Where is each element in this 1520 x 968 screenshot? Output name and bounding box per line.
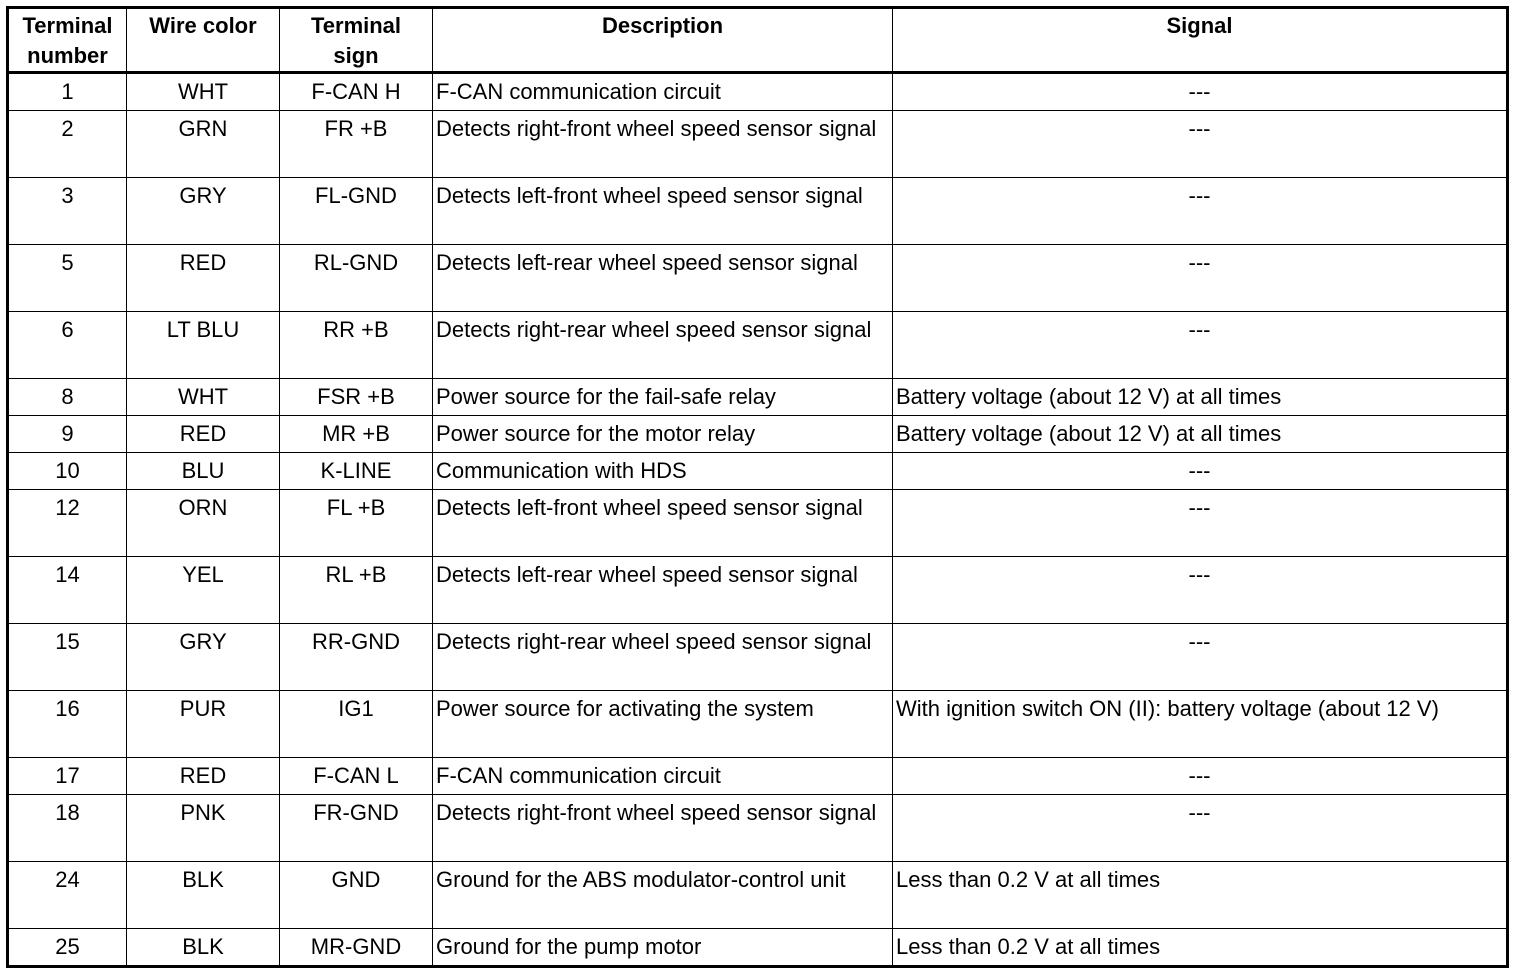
header-terminal-sign: Terminal sign (280, 8, 433, 73)
cell-wire-color: GRY (127, 178, 280, 245)
cell-signal: --- (893, 557, 1508, 624)
cell-signal: --- (893, 624, 1508, 691)
cell-description: F-CAN communication circuit (433, 73, 893, 111)
cell-terminal-sign: RR-GND (280, 624, 433, 691)
cell-description: Power source for the fail-safe relay (433, 379, 893, 416)
header-row (8, 8, 1508, 73)
cell-wire-color: RED (127, 416, 280, 453)
cell-terminal-number: 16 (8, 691, 127, 758)
cell-terminal-number: 3 (8, 178, 127, 245)
cell-terminal-sign: GND (280, 862, 433, 929)
cell-wire-color: LT BLU (127, 312, 280, 379)
cell-wire-color: RED (127, 758, 280, 795)
header-wire-color: Wire color (127, 8, 280, 73)
cell-wire-color: PNK (127, 795, 280, 862)
cell-terminal-number: 24 (8, 862, 127, 929)
cell-signal: Less than 0.2 V at all times (893, 929, 1508, 967)
cell-terminal-number: 14 (8, 557, 127, 624)
cell-description: Ground for the pump motor (433, 929, 893, 967)
cell-terminal-number: 2 (8, 111, 127, 178)
cell-terminal-number: 18 (8, 795, 127, 862)
cell-terminal-number: 1 (8, 73, 127, 111)
cell-signal: With ignition switch ON (II): battery voltage (about 12 V) (893, 691, 1508, 758)
cell-terminal-sign: MR-GND (280, 929, 433, 967)
cell-description: Communication with HDS (433, 453, 893, 490)
table-row (8, 178, 1508, 245)
cell-signal: --- (893, 178, 1508, 245)
terminal-table (6, 6, 1509, 968)
cell-terminal-number: 25 (8, 929, 127, 967)
cell-terminal-number: 12 (8, 490, 127, 557)
cell-description: Detects right-rear wheel speed sensor signal (433, 624, 893, 691)
table-row (8, 73, 1508, 111)
cell-wire-color: WHT (127, 379, 280, 416)
cell-terminal-sign: FSR +B (280, 379, 433, 416)
table-row (8, 453, 1508, 490)
table-row (8, 929, 1508, 967)
cell-description: Detects left-front wheel speed sensor signal (433, 490, 893, 557)
cell-description: Ground for the ABS modulator-control unit (433, 862, 893, 929)
cell-description: F-CAN communication circuit (433, 758, 893, 795)
cell-terminal-sign: RR +B (280, 312, 433, 379)
cell-signal: --- (893, 795, 1508, 862)
cell-wire-color: ORN (127, 490, 280, 557)
table-row (8, 490, 1508, 557)
cell-terminal-sign: MR +B (280, 416, 433, 453)
cell-signal: Less than 0.2 V at all times (893, 862, 1508, 929)
cell-signal: --- (893, 758, 1508, 795)
cell-description: Detects left-rear wheel speed sensor signal (433, 557, 893, 624)
cell-terminal-sign: RL-GND (280, 245, 433, 312)
cell-terminal-sign: K-LINE (280, 453, 433, 490)
cell-wire-color: WHT (127, 73, 280, 111)
cell-terminal-sign: IG1 (280, 691, 433, 758)
table-row (8, 312, 1508, 379)
table-row (8, 758, 1508, 795)
cell-description: Detects left-front wheel speed sensor signal (433, 178, 893, 245)
cell-description: Power source for activating the system (433, 691, 893, 758)
cell-signal: --- (893, 490, 1508, 557)
cell-wire-color: BLK (127, 929, 280, 967)
cell-terminal-sign: FR +B (280, 111, 433, 178)
cell-terminal-sign: FR-GND (280, 795, 433, 862)
cell-terminal-sign: FL-GND (280, 178, 433, 245)
cell-signal: --- (893, 312, 1508, 379)
cell-terminal-number: 15 (8, 624, 127, 691)
cell-signal: --- (893, 245, 1508, 312)
cell-wire-color: GRN (127, 111, 280, 178)
cell-description: Detects right-front wheel speed sensor signal (433, 795, 893, 862)
cell-terminal-number: 9 (8, 416, 127, 453)
table-row (8, 416, 1508, 453)
cell-description: Detects right-front wheel speed sensor signal (433, 111, 893, 178)
table-row (8, 795, 1508, 862)
cell-signal: Battery voltage (about 12 V) at all times (893, 416, 1508, 453)
cell-wire-color: GRY (127, 624, 280, 691)
table-header (8, 8, 1508, 73)
cell-terminal-sign: FL +B (280, 490, 433, 557)
cell-terminal-number: 5 (8, 245, 127, 312)
cell-description: Power source for the motor relay (433, 416, 893, 453)
table-row (8, 111, 1508, 178)
cell-signal: --- (893, 111, 1508, 178)
cell-terminal-sign: F-CAN H (280, 73, 433, 111)
cell-signal: --- (893, 453, 1508, 490)
cell-terminal-number: 10 (8, 453, 127, 490)
table-body (8, 73, 1508, 967)
cell-signal: Battery voltage (about 12 V) at all times (893, 379, 1508, 416)
cell-signal: --- (893, 73, 1508, 111)
cell-description: Detects left-rear wheel speed sensor signal (433, 245, 893, 312)
cell-wire-color: RED (127, 245, 280, 312)
cell-wire-color: BLU (127, 453, 280, 490)
cell-wire-color: YEL (127, 557, 280, 624)
cell-terminal-number: 17 (8, 758, 127, 795)
cell-terminal-number: 8 (8, 379, 127, 416)
cell-description: Detects right-rear wheel speed sensor signal (433, 312, 893, 379)
header-description: Description (433, 8, 893, 73)
cell-terminal-number: 6 (8, 312, 127, 379)
table-row (8, 557, 1508, 624)
table-row (8, 862, 1508, 929)
table-row (8, 379, 1508, 416)
cell-terminal-sign: F-CAN L (280, 758, 433, 795)
header-signal: Signal (893, 8, 1508, 73)
cell-terminal-sign: RL +B (280, 557, 433, 624)
cell-wire-color: PUR (127, 691, 280, 758)
cell-wire-color: BLK (127, 862, 280, 929)
header-terminal-number: Terminal number (8, 8, 127, 73)
table-row (8, 245, 1508, 312)
table-row (8, 691, 1508, 758)
terminal-table-container (6, 6, 1506, 968)
table-row (8, 624, 1508, 691)
